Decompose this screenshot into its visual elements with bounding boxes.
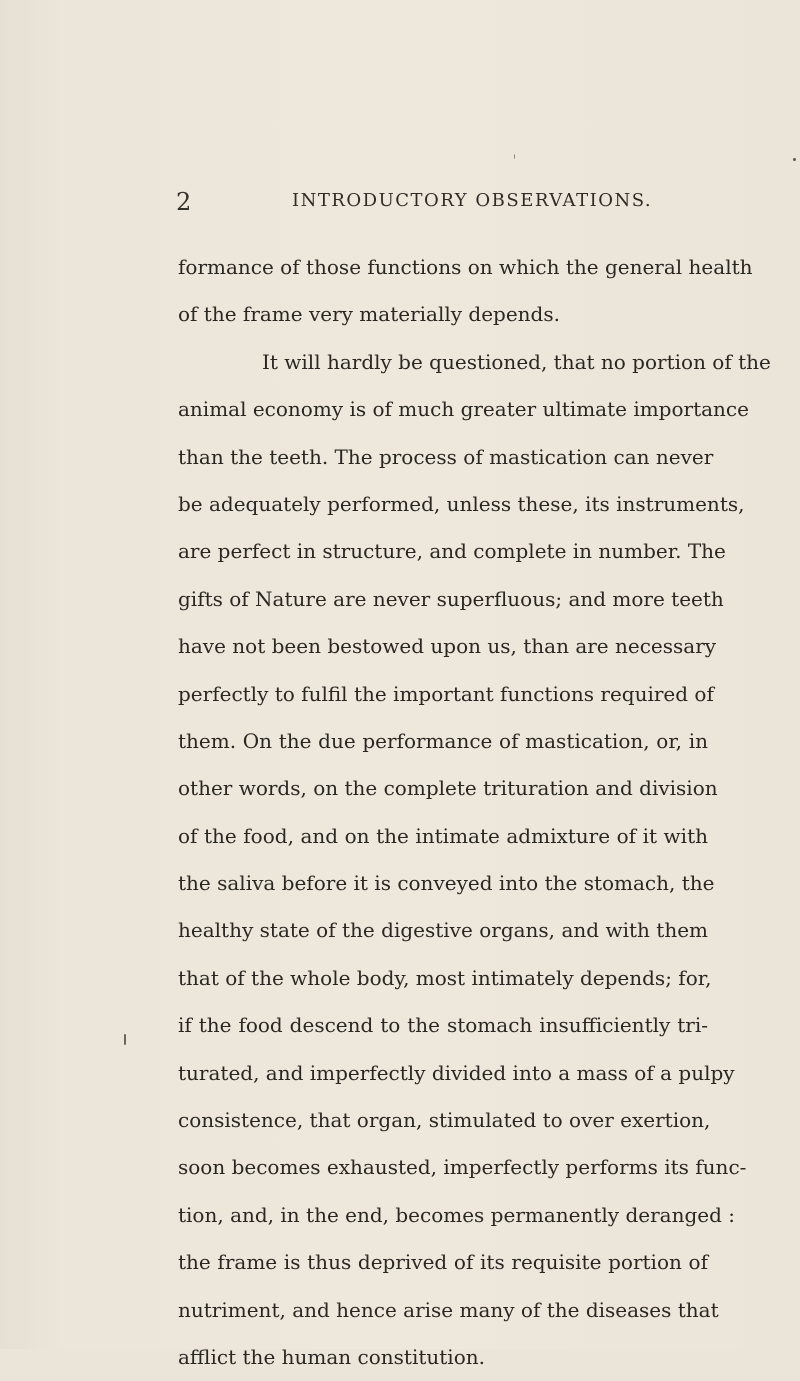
- page-header: [0, 188, 800, 222]
- text-line: the saliva before it is conveyed into the stomach, the: [178, 871, 715, 896]
- text-line: the frame is thus deprived of its requisite portion of: [178, 1250, 708, 1275]
- text-line: formance of those functions on which the general health: [178, 255, 753, 279]
- text-line: gifts of Nature are never superfluous; and more teeth: [178, 586, 724, 611]
- text-line: other words, on the complete trituration and division: [178, 776, 718, 801]
- text-line: if the food descend to the stomach insufficiently tri-: [178, 1013, 708, 1038]
- text-line: have not been bestowed upon us, than are necessary: [178, 634, 717, 659]
- text-line: than the teeth. The process of mastication can never: [178, 444, 714, 469]
- text-line: that of the whole body, most intimately depends; for,: [178, 965, 712, 990]
- paper-speck: [124, 1034, 126, 1045]
- text-line: tion, and, in the end, becomes permanently deranged :: [178, 1202, 735, 1227]
- body-text: [178, 244, 771, 1381]
- paper-speck: [793, 158, 796, 161]
- text-line: animal economy is of much greater ultimate importance: [178, 397, 749, 422]
- text-line: of the frame very materially depends.: [178, 302, 560, 327]
- text-line: are perfect in structure, and complete in number. The: [178, 539, 726, 564]
- text-line: them. On the due performance of mastication, or, in: [178, 728, 708, 753]
- text-line: be adequately performed, unless these, its instruments,: [178, 491, 745, 516]
- text-line: consistence, that organ, stimulated to over exertion,: [178, 1108, 711, 1133]
- text-line: perfectly to fulfil the important functions required of: [178, 681, 714, 706]
- page-number: 2: [176, 188, 192, 216]
- text-line: of the food, and on the intimate admixture of it with: [178, 823, 708, 848]
- running-head: INTRODUCTORY OBSERVATIONS.: [292, 190, 653, 211]
- text-line: healthy state of the digestive organs, and with them: [178, 918, 708, 943]
- paragraph-first-line: It will hardly be questioned, that no portion of the: [262, 349, 771, 374]
- text-line: turated, and imperfectly divided into a mass of a pulpy: [178, 1060, 735, 1085]
- text-line: nutriment, and hence arise many of the diseases that: [178, 1297, 719, 1322]
- text-line: soon becomes exhausted, imperfectly performs its func-: [178, 1155, 747, 1180]
- text-line: afflict the human constitution.: [178, 1344, 485, 1369]
- paper-speck: [514, 154, 515, 159]
